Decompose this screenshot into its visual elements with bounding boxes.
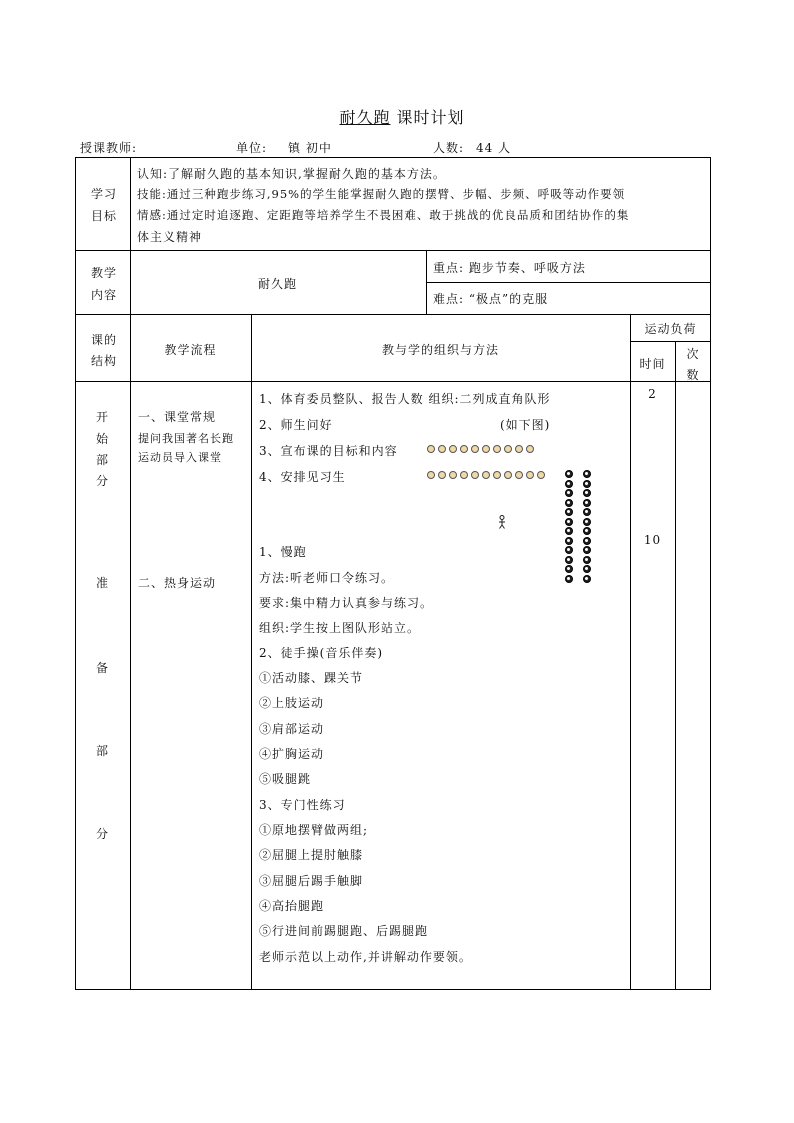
part-char: 开 [96, 410, 110, 424]
method-line: ①原地摆臂做两组; [259, 823, 369, 837]
content-label-1: 教学 [91, 266, 118, 280]
unit-value: 镇 初中 [288, 141, 332, 155]
student-mark [482, 445, 490, 453]
student-mark [438, 471, 446, 479]
student-mark [565, 546, 573, 554]
student-mark [427, 445, 435, 453]
method-line: 3、宣布课的目标和内容 [259, 444, 398, 458]
student-mark [504, 471, 512, 479]
student-mark [515, 445, 523, 453]
student-mark [482, 471, 490, 479]
part-char: 部 [96, 744, 110, 758]
goal-emotion: 情感:通过定时追逐跑、定距跑等培养学生不畏困难、敢于挑战的优良品质和团结协作的集 [137, 208, 630, 222]
page-title [0, 105, 794, 128]
method-line: 4、安排见习生 [259, 470, 346, 484]
student-mark [438, 445, 446, 453]
teacher-label: 授课教师: [80, 141, 138, 155]
process-routine: 一、课堂常规 [138, 410, 217, 424]
method-line: ③肩部运动 [259, 722, 325, 736]
method-line: ④扩胸运动 [259, 747, 325, 761]
student-mark [460, 445, 468, 453]
method-line: 2、师生问好 [259, 418, 333, 432]
student-mark [565, 556, 573, 564]
student-mark [583, 480, 591, 488]
student-mark [583, 499, 591, 507]
difficulty-point: 难点: “极点”的克服 [433, 292, 549, 306]
student-mark [526, 471, 534, 479]
goals-label-2: 目标 [91, 209, 118, 223]
student-mark [565, 508, 573, 516]
method-line: ③屈腿后踢手触脚 [259, 874, 364, 888]
student-mark [565, 575, 573, 583]
student-mark [583, 556, 591, 564]
student-mark [583, 470, 591, 478]
student-mark [583, 537, 591, 545]
times-header-2: 数 [686, 368, 700, 382]
student-mark [537, 471, 545, 479]
goal-skill: 技能:通过三种跑步练习,95%的学生能掌握耐久跑的摆臂、步幅、步频、呼吸等动作要领 [137, 187, 626, 201]
student-mark [565, 537, 573, 545]
diagram-note: (如下图) [500, 418, 551, 432]
method-line: ⑤行进间前踢腿跑、后踢腿跑 [259, 924, 429, 938]
student-mark [471, 471, 479, 479]
goal-emotion-cont: 体主义精神 [137, 230, 203, 244]
goals-label-1: 学习 [91, 187, 118, 201]
method-line: 2、徒手操(音乐伴奏) [259, 646, 383, 660]
method-line: ②屈腿上提肘触膝 [259, 848, 364, 862]
process-header: 教学流程 [164, 343, 217, 357]
goal-cognition: 认知:了解耐久跑的基本知识,掌握耐久跑的基本方法。 [137, 167, 446, 181]
times-header-1: 次 [686, 347, 700, 361]
structure-header-1: 课的 [91, 333, 118, 347]
student-mark [583, 508, 591, 516]
part-char: 备 [96, 661, 110, 675]
method-header: 教与学的组织与方法 [381, 343, 499, 357]
part-char: 分 [96, 827, 110, 841]
method-line: 1、体育委员整队、报告人数 组织:二列成直角队形 [259, 392, 551, 406]
student-mark [427, 471, 435, 479]
student-mark [526, 445, 534, 453]
unit-label: 单位: [236, 141, 268, 155]
student-mark [583, 575, 591, 583]
content-value: 耐久跑 [258, 277, 298, 291]
student-mark [504, 445, 512, 453]
student-mark [460, 471, 468, 479]
method-line: 组织:学生按上图队形站立。 [259, 621, 421, 635]
student-mark [565, 470, 573, 478]
student-mark [449, 471, 457, 479]
method-line: 方法:听老师口令练习。 [259, 571, 395, 585]
student-mark [449, 445, 457, 453]
part-char: 分 [96, 474, 110, 488]
title-rest: 课时计划 [396, 108, 465, 127]
count-value: 44 人 [476, 141, 512, 155]
student-mark [565, 489, 573, 497]
student-mark [583, 489, 591, 497]
student-mark [583, 518, 591, 526]
student-mark [493, 445, 501, 453]
method-line: 要求:集中精力认真参与练习。 [259, 596, 434, 610]
process-routine-sub-2: 运动员导入课堂 [138, 451, 222, 464]
time-value: 2 [648, 387, 657, 401]
method-line: 3、专门性练习 [259, 798, 346, 812]
method-line: 1、慢跑 [259, 545, 307, 559]
method-line: ①活动膝、踝关节 [259, 671, 364, 685]
student-mark [565, 499, 573, 507]
teacher-icon [498, 515, 506, 529]
student-mark [583, 546, 591, 554]
method-line: ⑤吸腿跳 [259, 772, 312, 786]
time-header: 时间 [639, 357, 666, 371]
process-routine-sub-1: 提问我国著名长跑 [138, 432, 234, 445]
student-mark [583, 565, 591, 573]
title-main: 耐久跑 [339, 108, 391, 127]
part-char: 准 [96, 576, 110, 590]
student-mark [515, 471, 523, 479]
focus-point: 重点: 跑步节奏、呼吸方法 [433, 261, 586, 275]
process-warmup: 二、热身运动 [138, 576, 217, 590]
count-label: 人数: [433, 141, 465, 155]
student-mark [565, 565, 573, 573]
method-line: 老师示范以上动作,并讲解动作要领。 [259, 950, 472, 964]
student-mark [565, 527, 573, 535]
method-line: ④高抬腿跑 [259, 899, 325, 913]
student-mark [493, 471, 501, 479]
student-mark [471, 445, 479, 453]
method-line: ②上肢运动 [259, 696, 325, 710]
content-label-2: 内容 [91, 288, 118, 302]
time-value: 10 [643, 533, 662, 547]
load-header: 运动负荷 [644, 322, 697, 336]
structure-header-2: 结构 [91, 354, 118, 368]
student-mark [583, 527, 591, 535]
student-mark [565, 518, 573, 526]
part-char: 部 [96, 453, 110, 467]
student-mark [565, 480, 573, 488]
part-char: 始 [96, 432, 110, 446]
